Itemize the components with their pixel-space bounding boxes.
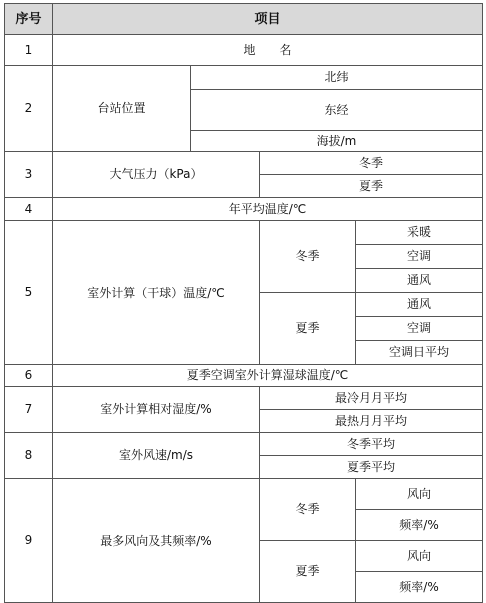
sub-label: 冬季平均 (260, 433, 483, 456)
row-number: 9 (5, 479, 53, 603)
row-number: 4 (5, 198, 53, 221)
row-label: 最多风向及其频率/% (53, 479, 260, 603)
row-number: 8 (5, 433, 53, 479)
header-item: 项目 (53, 4, 483, 35)
sub-label: 最热月月平均 (260, 410, 483, 433)
row-label: 年平均温度/℃ (53, 198, 483, 221)
sub-label: 风向 (356, 479, 483, 510)
sub-label: 风向 (356, 541, 483, 572)
row-number: 2 (5, 66, 53, 152)
row-label: 台站位置 (53, 66, 191, 152)
row-label: 室外计算（干球）温度/℃ (53, 221, 260, 365)
sub-label: 频率/% (356, 510, 483, 541)
row-label: 大气压力（kPa） (53, 152, 260, 198)
row-label: 室外风速/m/s (53, 433, 260, 479)
season-label: 夏季 (260, 541, 356, 603)
sub-label: 采暖 (356, 221, 483, 245)
table-row (5, 221, 483, 245)
table-row (5, 35, 483, 66)
table-header-row (5, 4, 483, 35)
table-row (5, 479, 483, 510)
row-number: 5 (5, 221, 53, 365)
row-label: 夏季空调室外计算湿球温度/℃ (53, 365, 483, 387)
sub-label: 海拔/m (191, 131, 483, 152)
season-label: 夏季 (260, 293, 356, 365)
sub-label: 频率/% (356, 572, 483, 603)
row-label: 地 名 (53, 35, 483, 66)
row-number: 6 (5, 365, 53, 387)
sub-label: 夏季平均 (260, 456, 483, 479)
table-row (5, 198, 483, 221)
row-number: 7 (5, 387, 53, 433)
table-row (5, 387, 483, 410)
season-label: 冬季 (260, 221, 356, 293)
row-label: 室外计算相对湿度/% (53, 387, 260, 433)
sub-label: 东经 (191, 90, 483, 131)
table-row (5, 66, 483, 90)
sub-label: 通风 (356, 293, 483, 317)
climate-parameters-table (4, 3, 483, 603)
season-label: 冬季 (260, 479, 356, 541)
sub-label: 空调 (356, 245, 483, 269)
sub-label: 空调日平均 (356, 341, 483, 365)
sub-label: 通风 (356, 269, 483, 293)
sub-label: 空调 (356, 317, 483, 341)
header-no: 序号 (5, 4, 53, 35)
table-row (5, 152, 483, 175)
row-number: 1 (5, 35, 53, 66)
sub-label: 夏季 (260, 175, 483, 198)
sub-label: 北纬 (191, 66, 483, 90)
table-row (5, 433, 483, 456)
sub-label: 最冷月月平均 (260, 387, 483, 410)
table-row (5, 365, 483, 387)
row-number: 3 (5, 152, 53, 198)
sub-label: 冬季 (260, 152, 483, 175)
